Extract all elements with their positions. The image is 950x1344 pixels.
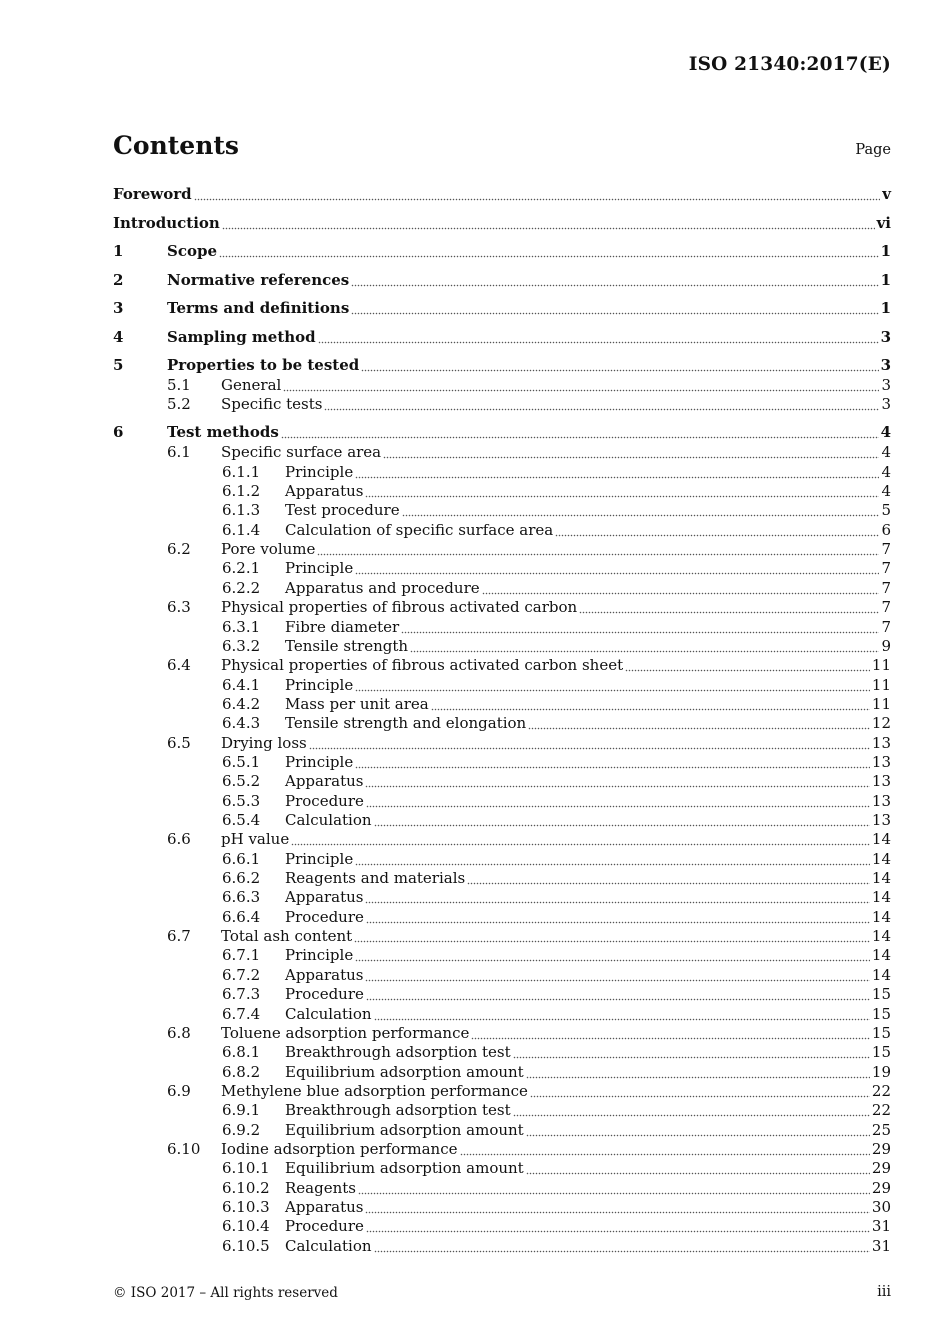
toc-entry[interactable] [113, 443, 891, 463]
toc-dot-leader [365, 890, 869, 904]
toc-entry[interactable] [113, 376, 891, 396]
toc-entry[interactable] [113, 540, 891, 560]
toc-entry-title: Introduction [113, 213, 220, 232]
toc-entry-page: v [882, 185, 891, 203]
toc-entry-title: Reagents [285, 1178, 356, 1197]
toc-dot-leader [194, 187, 881, 201]
toc-entry-page: 3 [881, 395, 891, 414]
toc-entry-title: Procedure [285, 985, 364, 1004]
toc-dot-leader [355, 465, 879, 479]
toc-entry-number: 6.1.1 [222, 462, 261, 481]
toc-entry-page: 4 [881, 443, 891, 462]
toc-dot-leader [374, 1239, 870, 1253]
toc-entry-page: 15 [871, 985, 891, 1004]
toc-dot-leader [365, 484, 879, 498]
toc-entry-number: 6.9.1 [222, 1101, 261, 1120]
toc-entry-page: 1 [880, 270, 891, 289]
toc-entry-title: Test procedure [285, 501, 400, 520]
toc-entry[interactable] [113, 598, 891, 618]
toc-entry[interactable] [113, 1159, 891, 1179]
toc-dot-leader [318, 330, 879, 344]
toc-entry-page: 12 [871, 714, 891, 733]
toc-entry-title: Calculation [285, 1004, 372, 1023]
toc-entry-page: 14 [871, 830, 891, 849]
toc-entry-page: 5 [881, 501, 891, 520]
toc-entry-title: Sampling method [167, 327, 316, 346]
toc-entry-number: 4 [113, 327, 124, 346]
toc-entry[interactable] [113, 734, 891, 754]
toc-dot-leader [366, 987, 870, 1001]
toc-dot-leader [513, 1103, 870, 1117]
toc-entry-number: 6.10.5 [222, 1236, 270, 1255]
toc-entry-number: 6.5.3 [222, 791, 261, 810]
toc-entry-page: 13 [871, 752, 891, 771]
toc-entry[interactable] [113, 1024, 891, 1044]
toc-entry[interactable] [113, 772, 891, 792]
toc-entry-number: 6.6 [167, 830, 191, 849]
toc-entry-number: 6.1 [167, 443, 191, 462]
toc-entry-number: 6.10.4 [222, 1217, 270, 1236]
toc-entry-page: 31 [871, 1236, 891, 1255]
toc-dot-leader [355, 948, 870, 962]
toc-entry-number: 6.3 [167, 598, 191, 617]
toc-entry[interactable] [113, 966, 891, 986]
toc-dot-leader [355, 561, 879, 575]
toc-entry-title: Test methods [167, 423, 279, 442]
toc-entry[interactable] [113, 927, 891, 947]
toc-dot-leader [365, 1200, 869, 1214]
toc-entry-page: 1 [880, 299, 891, 317]
toc-dot-leader [401, 620, 879, 634]
toc-entry-title: Tensile strength and elongation [285, 714, 527, 733]
toc-entry-number: 6.5 [167, 733, 191, 752]
toc-entry-title: Terms and definitions [167, 299, 350, 317]
toc-entry-number: 6.3.2 [222, 636, 261, 655]
toc-entry-number: 6.3.1 [222, 617, 261, 636]
toc-entry-page: 7 [881, 617, 891, 636]
toc-dot-leader [351, 273, 878, 287]
toc-entry-title: Tensile strength [285, 636, 409, 655]
toc-dot-leader [579, 600, 879, 614]
toc-entry[interactable] [113, 242, 891, 262]
toc-dot-leader [317, 542, 879, 556]
toc-entry-page: 15 [871, 1043, 891, 1062]
toc-entry-page: 3 [881, 376, 891, 394]
toc-entry-page: 14 [871, 849, 891, 868]
toc-entry-page: 14 [871, 907, 891, 926]
toc-entry-title: Principle [285, 752, 354, 771]
toc-entry-number: 6.7.2 [222, 965, 261, 984]
toc-entry-title: Calculation [285, 811, 372, 829]
toc-dot-leader [358, 1181, 870, 1195]
toc-entry-title: Toluene adsorption performance [221, 1023, 470, 1042]
toc-entry[interactable] [113, 1179, 891, 1199]
toc-entry-number: 6.7.3 [222, 985, 261, 1004]
toc-entry-page: vi [876, 213, 891, 232]
toc-entry-number: 6.2.2 [222, 578, 261, 597]
toc-entry[interactable] [113, 299, 891, 319]
toc-entry-title: Procedure [285, 907, 364, 926]
toc-entry[interactable] [113, 1237, 891, 1257]
toc-entry-page: 4 [881, 462, 891, 481]
toc-entry-page: 11 [871, 656, 891, 675]
toc-entry-page: 14 [871, 927, 891, 946]
toc-entry[interactable] [113, 214, 891, 234]
toc-dot-leader [365, 774, 869, 788]
toc-entry[interactable] [113, 559, 891, 579]
toc-entry-page: 3 [880, 327, 891, 346]
toc-entry[interactable] [113, 1121, 891, 1141]
toc-entry-title: Principle [285, 946, 354, 965]
toc-dot-leader [625, 658, 870, 672]
toc-entry-number: 6.6.4 [222, 907, 261, 926]
toc-dot-leader [365, 968, 869, 982]
toc-dot-leader [471, 1026, 870, 1040]
toc-entry-number: 6.6.1 [222, 849, 261, 868]
toc-entry-number: 6.5.1 [222, 752, 261, 771]
toc-entry[interactable] [113, 753, 891, 773]
toc-entry-number: 6.9.2 [222, 1120, 261, 1139]
toc-entry[interactable] [113, 579, 891, 599]
toc-entry-title: Equilibrium adsorption amount [285, 1159, 524, 1178]
toc-entry-page: 30 [871, 1198, 891, 1216]
toc-entry[interactable] [113, 637, 891, 657]
toc-entry-number: 6.6.3 [222, 888, 261, 907]
toc-entry-number: 5 [113, 356, 124, 374]
toc-dot-leader [374, 813, 870, 827]
toc-entry[interactable] [113, 695, 891, 715]
toc-entry-title: Properties to be tested [167, 356, 360, 374]
toc-dot-leader [431, 697, 870, 711]
toc-entry-number: 6.1.2 [222, 482, 261, 501]
toc-entry[interactable] [113, 676, 891, 696]
toc-entry-page: 3 [880, 356, 891, 374]
toc-dot-leader [355, 678, 870, 692]
toc-dot-leader [467, 871, 870, 885]
toc-entry-number: 6.10.3 [222, 1198, 270, 1216]
toc-entry-number: 6.2.1 [222, 559, 261, 578]
document-id: ISO 21340:2017(E) [688, 54, 891, 75]
toc-dot-leader [351, 301, 878, 315]
toc-entry-page: 25 [871, 1120, 891, 1139]
toc-entry[interactable] [113, 869, 891, 889]
toc-dot-leader [383, 445, 879, 459]
toc-entry-page: 14 [871, 946, 891, 965]
toc-entry-page: 9 [881, 636, 891, 655]
toc-entry-number: 6.8.2 [222, 1062, 261, 1081]
toc-entry-title: Principle [285, 849, 354, 868]
toc-dot-leader [366, 1219, 870, 1233]
toc-entry[interactable] [113, 850, 891, 870]
toc-entry[interactable] [113, 463, 891, 483]
toc-entry-page: 14 [871, 869, 891, 888]
toc-dot-leader [482, 581, 880, 595]
toc-entry[interactable] [113, 656, 891, 676]
toc-entry-title: Calculation [285, 1236, 372, 1255]
toc-entry-title: Drying loss [221, 733, 307, 752]
toc-entry[interactable] [113, 501, 891, 521]
toc-entry-page: 7 [881, 598, 891, 617]
toc-entry-page: 13 [871, 811, 891, 829]
toc-entry-title: Mass per unit area [285, 694, 429, 713]
toc-entry-number: 6.4 [167, 656, 191, 675]
toc-dot-leader [410, 639, 879, 653]
toc-dot-leader [513, 1045, 870, 1059]
toc-entry-number: 6.10.1 [222, 1159, 270, 1178]
toc-entry-number: 6.5.2 [222, 772, 261, 791]
toc-entry-title: Procedure [285, 1217, 364, 1236]
toc-entry[interactable] [113, 1198, 891, 1218]
toc-entry[interactable] [113, 1005, 891, 1025]
toc-entry-page: 13 [871, 791, 891, 810]
toc-entry-title: Principle [285, 559, 354, 578]
toc-entry-page: 15 [871, 1004, 891, 1023]
toc-entry-title: Specific surface area [221, 443, 382, 462]
toc-entry-number: 6.1.3 [222, 501, 261, 520]
toc-entry-title: Breakthrough adsorption test [285, 1101, 511, 1120]
toc-entry-number: 6.4.2 [222, 694, 261, 713]
copyright-footer: © ISO 2017 – All rights reserved [113, 1285, 338, 1301]
toc-entry-title: Reagents and materials [285, 869, 466, 888]
toc-dot-leader [354, 929, 870, 943]
toc-entry[interactable] [113, 1063, 891, 1083]
toc-dot-leader [528, 716, 870, 730]
toc-entry-number: 6.2 [167, 540, 191, 559]
toc-entry-page: 1 [880, 242, 891, 260]
toc-entry[interactable] [113, 792, 891, 812]
toc-entry-title: Apparatus [285, 1198, 364, 1216]
toc-dot-leader [366, 910, 870, 924]
toc-entry-title: Fibre diameter [285, 617, 400, 636]
toc-entry-number: 5.2 [167, 395, 191, 414]
toc-dot-leader [324, 397, 879, 411]
toc-entry-number: 3 [113, 299, 124, 317]
toc-entry[interactable] [113, 946, 891, 966]
toc-entry-title: Iodine adsorption performance [221, 1139, 458, 1158]
toc-entry-number: 6.4.1 [222, 675, 261, 694]
toc-entry-number: 6.6.2 [222, 869, 261, 888]
toc-entry-title: Apparatus [285, 888, 364, 907]
toc-entry[interactable] [113, 618, 891, 638]
toc-dot-leader [361, 358, 878, 372]
toc-entry[interactable] [113, 908, 891, 928]
toc-entry-number: 6 [113, 423, 124, 442]
toc-entry-number: 1 [113, 242, 124, 260]
toc-dot-leader [291, 832, 870, 846]
toc-entry-title: Pore volume [221, 540, 316, 559]
toc-entry-title: Physical properties of fibrous activated carbon [221, 598, 578, 617]
toc-entry[interactable] [113, 423, 891, 443]
toc-dot-leader [309, 736, 870, 750]
toc-entry-title: Breakthrough adsorption test [285, 1043, 511, 1062]
toc-entry-title: General [221, 376, 282, 394]
toc-entry-title: Specific tests [221, 395, 323, 414]
toc-entry-page: 6 [881, 520, 891, 539]
toc-entry-number: 6.10 [167, 1139, 201, 1158]
toc-entry[interactable] [113, 328, 891, 348]
toc-entry-page: 7 [881, 578, 891, 597]
toc-entry-page: 14 [871, 965, 891, 984]
toc-entry-number: 6.9 [167, 1081, 191, 1100]
toc-entry-page: 22 [871, 1081, 891, 1100]
toc-entry-number: 6.10.2 [222, 1178, 270, 1197]
page-number: iii [877, 1284, 891, 1300]
toc-entry-title: Apparatus [285, 772, 364, 791]
toc-entry-title: Foreword [113, 185, 192, 203]
toc-entry[interactable] [113, 1140, 891, 1160]
toc-entry-title: Equilibrium adsorption amount [285, 1120, 524, 1139]
toc-entry-page: 7 [881, 559, 891, 578]
toc-entry-title: Procedure [285, 791, 364, 810]
toc-entry-page: 29 [871, 1159, 891, 1178]
toc-entry-number: 6.4.3 [222, 714, 261, 733]
toc-entry-number: 2 [113, 270, 124, 289]
toc-entry-title: pH value [221, 830, 290, 849]
toc-entry-page: 11 [871, 675, 891, 694]
toc-entry-title: Normative references [167, 270, 350, 289]
toc-entry-page: 13 [871, 733, 891, 752]
toc-entry[interactable] [113, 356, 891, 376]
toc-entry[interactable] [113, 714, 891, 734]
page-column-label: Page [855, 142, 891, 158]
toc-entry-page: 4 [881, 482, 891, 501]
toc-entry[interactable] [113, 271, 891, 291]
toc-entry-number: 6.7.4 [222, 1004, 261, 1023]
toc-entry[interactable] [113, 521, 891, 541]
toc-entry-title: Calculation of specific surface area [285, 520, 554, 539]
toc-entry[interactable] [113, 985, 891, 1005]
toc-entry-title: Total ash content [221, 927, 353, 946]
toc-dot-leader [374, 1007, 870, 1021]
toc-entry-title: Apparatus and procedure [285, 578, 480, 597]
toc-dot-leader [222, 216, 875, 230]
toc-dot-leader [555, 523, 879, 537]
toc-entry[interactable] [113, 811, 891, 831]
toc-entry-number: 6.1.4 [222, 520, 261, 539]
toc-entry[interactable] [113, 1043, 891, 1063]
toc-entry-title: Scope [167, 242, 218, 260]
toc-entry-number: 6.8.1 [222, 1043, 261, 1062]
toc-dot-leader [355, 755, 870, 769]
toc-dot-leader [460, 1142, 870, 1156]
toc-dot-leader [219, 244, 879, 258]
toc-entry-page: 4 [880, 423, 891, 442]
toc-dot-leader [355, 852, 870, 866]
toc-entry[interactable] [113, 1082, 891, 1102]
toc-entry-title: Physical properties of fibrous activated carbon sheet [221, 656, 624, 675]
toc-entry-title: Apparatus [285, 965, 364, 984]
toc-entry-number: 6.7.1 [222, 946, 261, 965]
toc-dot-leader [526, 1065, 870, 1079]
toc-dot-leader [526, 1123, 870, 1137]
toc-entry-number: 5.1 [167, 376, 191, 394]
toc-entry-number: 6.5.4 [222, 811, 261, 829]
toc-entry[interactable] [113, 395, 891, 415]
toc-entry-title: Principle [285, 462, 354, 481]
toc-entry[interactable] [113, 830, 891, 850]
toc-entry-page: 19 [871, 1062, 891, 1081]
toc-dot-leader [402, 503, 880, 517]
toc-entry[interactable] [113, 1101, 891, 1121]
toc-entry-number: 6.8 [167, 1023, 191, 1042]
toc-entry-page: 13 [871, 772, 891, 791]
toc-entry-title: Apparatus [285, 482, 364, 501]
toc-entry-title: Principle [285, 675, 354, 694]
toc-entry[interactable] [113, 185, 891, 205]
toc-entry-page: 29 [871, 1139, 891, 1158]
toc-entry-page: 29 [871, 1178, 891, 1197]
toc-dot-leader [366, 794, 870, 808]
toc-entry-page: 7 [881, 540, 891, 559]
toc-dot-leader [281, 425, 879, 439]
toc-entry-page: 15 [871, 1023, 891, 1042]
toc-entry-title: Equilibrium adsorption amount [285, 1062, 524, 1081]
toc-entry[interactable] [113, 888, 891, 908]
toc-entry[interactable] [113, 482, 891, 502]
contents-title: Contents [113, 131, 240, 160]
toc-entry-page: 22 [871, 1101, 891, 1120]
toc-dot-leader [530, 1084, 870, 1098]
toc-entry-page: 14 [871, 888, 891, 907]
toc-dot-leader [283, 378, 879, 392]
toc-entry-page: 31 [871, 1217, 891, 1236]
toc-entry-number: 6.7 [167, 927, 191, 946]
toc-entry[interactable] [113, 1217, 891, 1237]
toc-dot-leader [526, 1161, 870, 1175]
toc-entry-title: Methylene blue adsorption performance [221, 1081, 528, 1100]
toc-entry-page: 11 [871, 694, 891, 713]
